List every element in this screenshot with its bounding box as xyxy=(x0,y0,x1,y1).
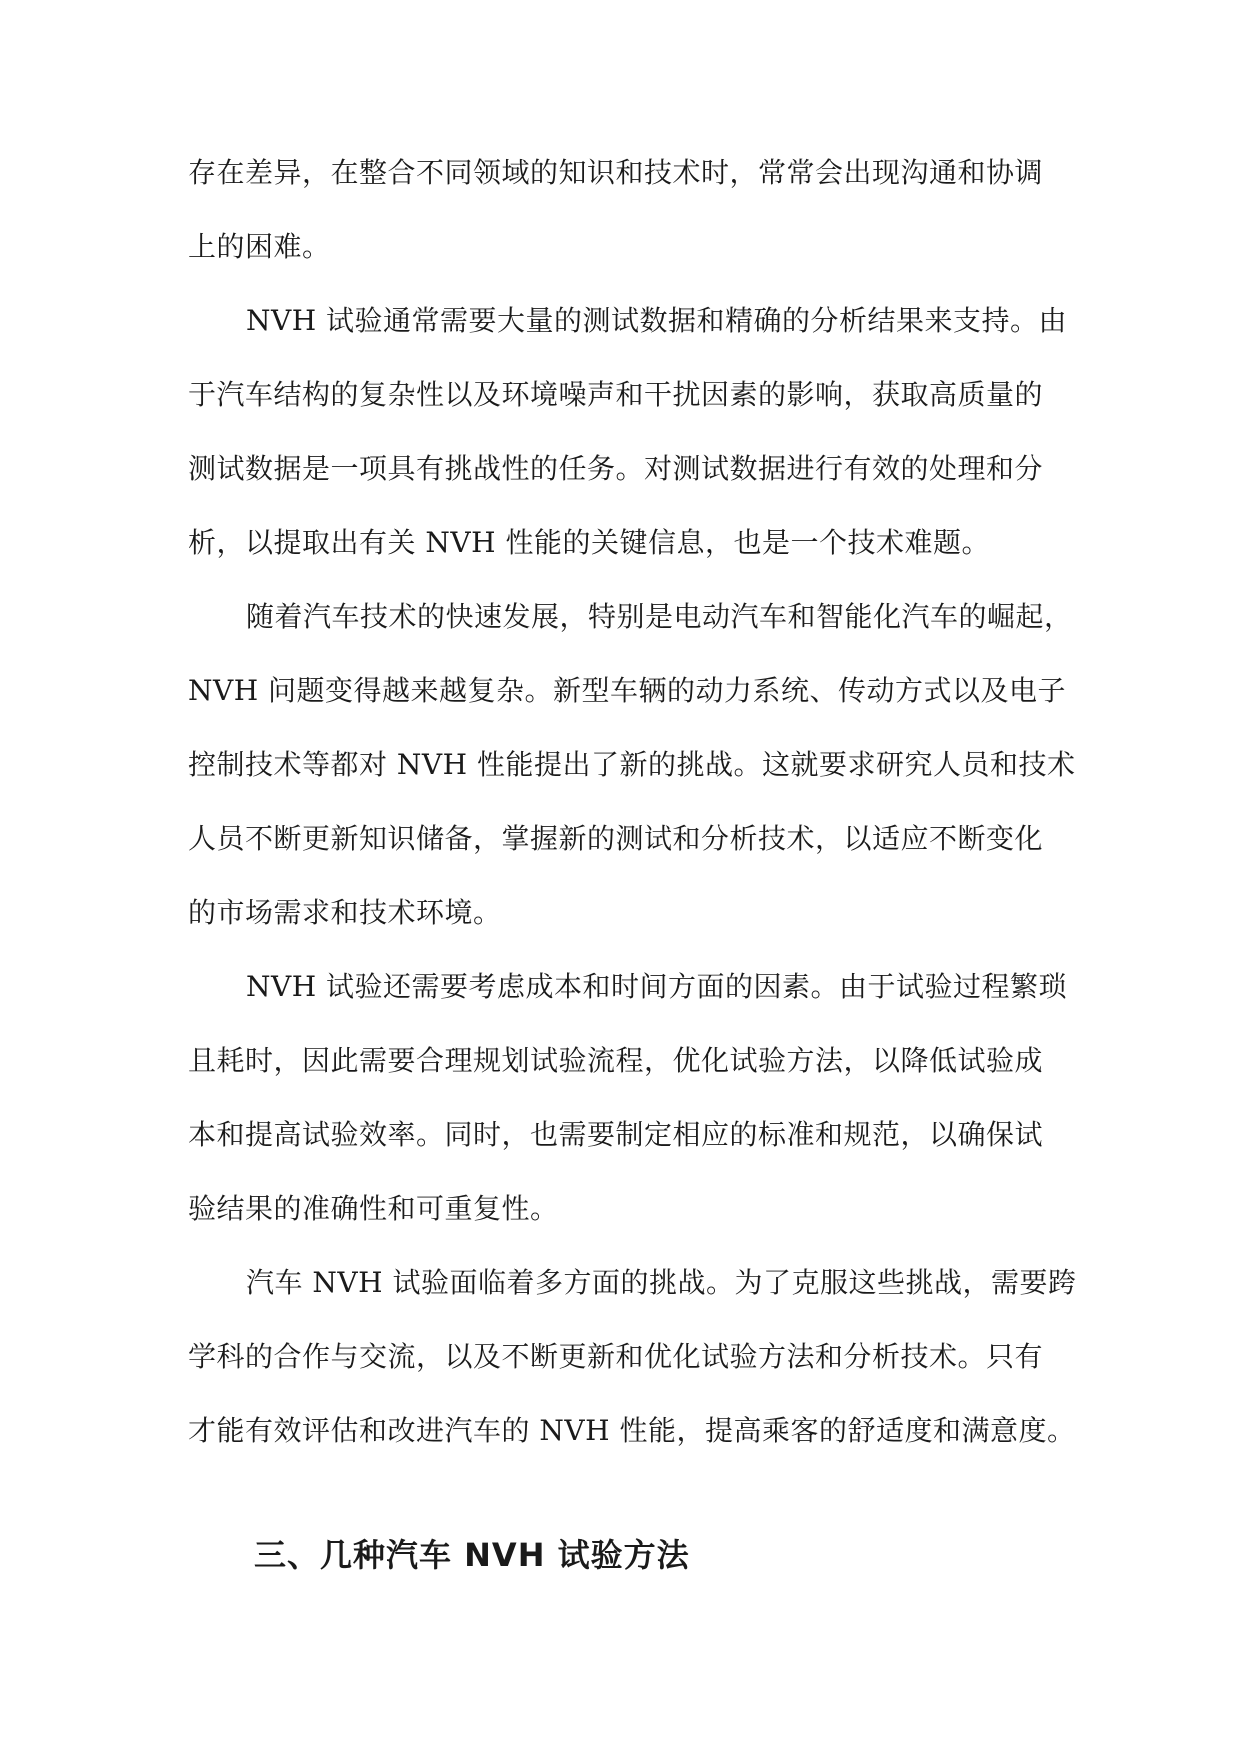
text-line: 随着汽车技术的快速发展，特别是电动汽车和智能化汽车的崛起， xyxy=(246,600,1073,633)
text-line: NVH 试验还需要考虑成本和时间方面的因素。由于试验过程繁琐 xyxy=(246,970,1068,1003)
text-line: 的市场需求和技术环境。 xyxy=(188,896,502,929)
text-line: 汽车 NVH 试验面临着多方面的挑战。为了克服这些挑战，需要跨 xyxy=(246,1266,1077,1299)
paragraph xyxy=(188,136,1064,284)
text-line: 上的困难。 xyxy=(188,230,331,263)
text-line: 本和提高试验效率。同时，也需要制定相应的标准和规范，以确保试 xyxy=(188,1118,1044,1151)
text-line: 控制技术等都对 NVH 性能提出了新的挑战。这就要求研究人员和技术 xyxy=(188,748,1076,781)
text-line: 人员不断更新知识储备，掌握新的测试和分析技术，以适应不断变化 xyxy=(188,822,1044,855)
paragraph xyxy=(188,284,1068,580)
text-line: NVH 问题变得越来越复杂。新型车辆的动力系统、传动方式以及电子 xyxy=(188,674,1067,707)
text-line: 验结果的准确性和可重复性。 xyxy=(188,1192,559,1225)
text-line: NVH 试验通常需要大量的测试数据和精确的分析结果来支持。由 xyxy=(246,304,1068,337)
text-line: 测试数据是一项具有挑战性的任务。对测试数据进行有效的处理和分 xyxy=(188,452,1044,485)
text-line: 才能有效评估和改进汽车的 NVH 性能，提高乘客的舒适度和满意度。 xyxy=(188,1414,1076,1447)
body-text xyxy=(188,136,1077,1468)
text-line: 存在差异，在整合不同领域的知识和技术时，常常会出现沟通和协调 xyxy=(188,156,1044,189)
text-line: 且耗时，因此需要合理规划试验流程，优化试验方法，以降低试验成 xyxy=(188,1044,1044,1077)
text-line: 学科的合作与交流，以及不断更新和优化试验方法和分析技术。只有 xyxy=(188,1340,1044,1373)
text-line: 析，以提取出有关 NVH 性能的关键信息，也是一个技术难题。 xyxy=(188,526,990,559)
paragraph xyxy=(188,950,1068,1246)
paragraph xyxy=(188,1246,1077,1468)
section-heading: 三、几种汽车 NVH 试验方法 xyxy=(254,1536,690,1574)
text-line: 于汽车结构的复杂性以及环境噪声和干扰因素的影响，获取高质量的 xyxy=(188,378,1044,411)
paragraph xyxy=(188,580,1076,950)
